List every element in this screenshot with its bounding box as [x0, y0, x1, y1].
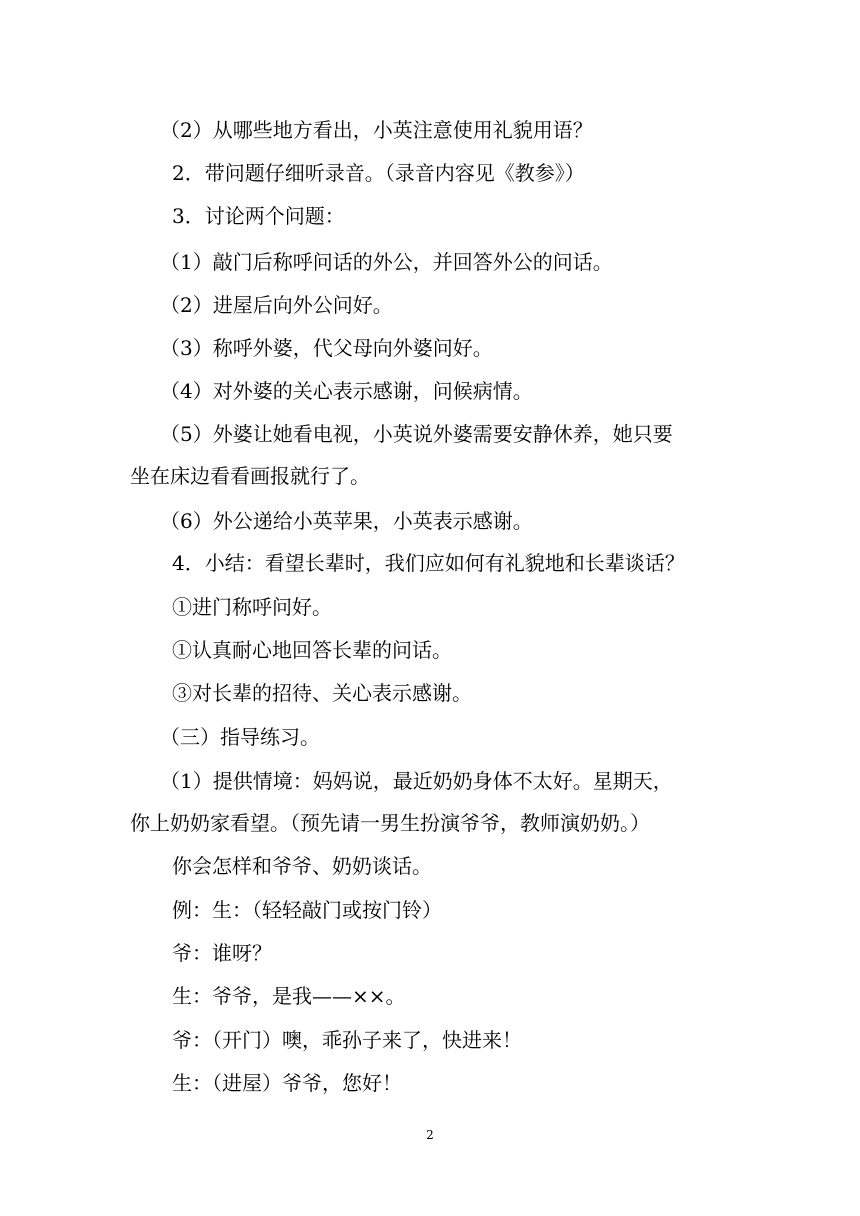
page-number: 2 [426, 1128, 434, 1142]
paragraph-line: 3．讨论两个问题： [172, 204, 345, 228]
paragraph-line: （6）外公递给小英苹果，小英表示感谢。 [160, 509, 533, 533]
paragraph-line: （3）称呼外婆，代父母向外婆问好。 [160, 336, 493, 360]
paragraph-line: （4）对外婆的关心表示感谢，问候病情。 [160, 379, 533, 403]
paragraph-line: （1）提供情境：妈妈说，最近奶奶身体不太好。星期天， [160, 769, 673, 793]
paragraph-line: 生：爷爷，是我——××。 [172, 984, 406, 1008]
paragraph-line: （1）敲门后称呼问话的外公，并回答外公的问话。 [160, 250, 613, 274]
paragraph-line: （5）外婆让她看电视，小英说外婆需要安静休养，她只要 [160, 422, 673, 446]
paragraph-line: （三）指导练习。 [160, 725, 320, 749]
paragraph-line: 2．带问题仔细听录音。（录音内容见《教参》） [172, 161, 585, 185]
paragraph-line: 你上奶奶家看望。（预先请一男生扮演爷爷，教师演奶奶。） [130, 811, 650, 835]
paragraph-line: 4．小结：看望长辈时，我们应如何有礼貌地和长辈谈话？ [172, 551, 685, 575]
paragraph-line: （2）进屋后向外公问好。 [160, 293, 393, 317]
paragraph-line: 你会怎样和爷爷、奶奶谈话。 [172, 854, 432, 878]
paragraph-line: ①认真耐心地回答长辈的问话。 [172, 638, 452, 662]
paragraph-line: 爷：（开门）噢，乖孙子来了，快进来！ [172, 1028, 522, 1052]
paragraph-line: ③对长辈的招待、关心表示感谢。 [172, 681, 472, 705]
paragraph-line: 例：生：（轻轻敲门或按门铃） [172, 898, 442, 922]
paragraph-line: 生：（进屋）爷爷，您好！ [172, 1071, 402, 1095]
paragraph-line: ①进门称呼问好。 [172, 595, 332, 619]
paragraph-line: 坐在床边看看画报就行了。 [130, 464, 370, 488]
paragraph-line: 爷：谁呀？ [172, 941, 272, 965]
paragraph-line: （2）从哪些地方看出，小英注意使用礼貌用语？ [160, 118, 593, 142]
